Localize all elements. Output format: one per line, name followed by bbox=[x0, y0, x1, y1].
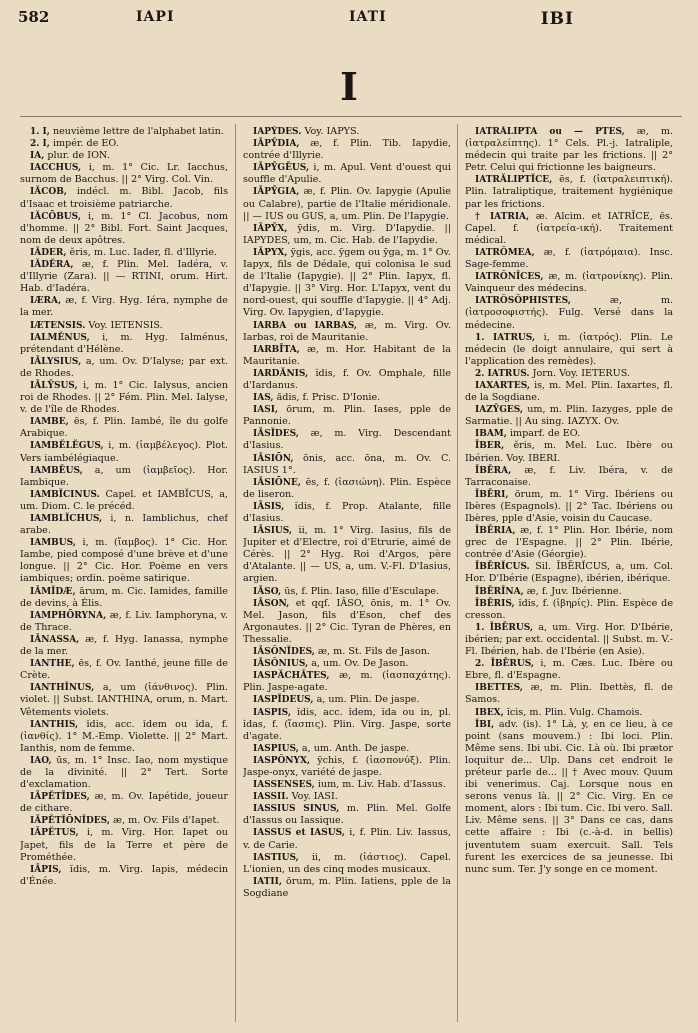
entry-headword: ĪBĒRIS, bbox=[475, 598, 515, 609]
dictionary-entry bbox=[20, 186, 228, 210]
entry-definition: i, m. (ἰαμβέλεγος). Plot. Vers iambélégiaque. bbox=[20, 440, 228, 464]
entry-definition: ōrum, m. Plin. Iatiens, pple de la Sogdiane bbox=[243, 875, 451, 899]
entry-definition: ium, m. Liv. Hab. d'Iassus. bbox=[317, 779, 446, 791]
dictionary-entry bbox=[20, 295, 228, 319]
left-guide-word: IAPI bbox=[136, 9, 175, 25]
dictionary-entry bbox=[465, 428, 673, 440]
entry-definition: Voy. IASI. bbox=[291, 791, 338, 803]
entry-headword: IANTHĬNUS, bbox=[30, 683, 95, 694]
entry-headword: IASSUS et IASUS, bbox=[253, 828, 345, 839]
entry-headword: IASPIUS, bbox=[253, 743, 299, 754]
entry-definition: æ, m. Ov. Fils d'Iapet. bbox=[113, 815, 220, 827]
entry-headword: IĀPȲGĒUS, bbox=[253, 163, 310, 174]
entry-definition: ēs, f. Plin. Iambé, île du golfe Arabique. bbox=[20, 416, 228, 440]
dictionary-entry bbox=[243, 162, 451, 186]
dictionary-entry bbox=[465, 404, 673, 428]
dictionary-entry bbox=[243, 707, 451, 743]
entry-definition: æ, f. Juv. Ibérienne. bbox=[526, 585, 622, 597]
dictionary-entry bbox=[465, 719, 673, 876]
entry-headword: IATRŎNĪCES, bbox=[475, 272, 544, 283]
dictionary-entry bbox=[465, 332, 673, 368]
entry-definition: a, um (ἰάνθινος). Plin. violet. || Subst. IANTHINA, orum, n. Mart. Vêtements violets. bbox=[20, 682, 228, 718]
dictionary-entry bbox=[243, 852, 451, 876]
dictionary-entry bbox=[243, 779, 451, 791]
entry-headword: 1. I, bbox=[30, 127, 50, 137]
dictionary-entry bbox=[20, 815, 228, 827]
entry-headword: IĂCOB, bbox=[30, 187, 67, 198]
entry-definition: æ, f. Plin. Ov. Iapygie (Apulie ou Calabre), partie de l'Italie méridionale. || — IUS ou GUS, a, um. Plin. De l'Iapygie. bbox=[243, 186, 451, 222]
entry-definition: æ. Alcim. et IATRĪCE, ēs. Capel. f. (ἰατρεία-ική). Traitement médical. bbox=[465, 210, 673, 246]
dictionary-entry bbox=[20, 755, 228, 791]
dictionary-entry bbox=[20, 138, 228, 150]
dictionary-entry bbox=[20, 586, 228, 610]
dictionary-entry bbox=[465, 380, 673, 404]
entry-definition: ĭdis, f. Prop. Atalante, fille d'Iasius. bbox=[243, 500, 451, 524]
dictionary-entry bbox=[465, 561, 673, 585]
dictionary-entry bbox=[20, 827, 228, 863]
entry-headword: ĪBER, bbox=[475, 441, 505, 452]
entry-definition: et qqf. IĀSO, ōnis, m. 1° Ov. Mel. Jason, fils d'Eson, chef des Argonautes. || 2° Cic. Tyran de Phères, en Thessalie. bbox=[243, 597, 451, 645]
dictionary-entry bbox=[20, 634, 228, 658]
entry-definition: i, m. 1° Cl. Jacobus, nom d'homme. || 2° Bibl. Fort. Saint Jacques, nom de deux apôtres. bbox=[20, 210, 228, 246]
dictionary-entry bbox=[465, 707, 673, 719]
entry-definition: æ, m. Ov. Iapétide, joueur de cithare. bbox=[20, 791, 228, 815]
entry-headword: IAMBLĬCHUS, bbox=[30, 514, 103, 524]
dictionary-entry bbox=[243, 598, 451, 646]
entry-headword: IĀSĬDES, bbox=[253, 429, 299, 440]
dictionary-entry bbox=[20, 320, 228, 332]
entry-definition: ĭdis, f. Ov. Omphale, fille d'Iardanus. bbox=[243, 367, 451, 391]
page-number: 582 bbox=[18, 8, 50, 26]
center-guide-word: IATI bbox=[349, 9, 387, 25]
entry-headword: 1. ĪBĒRUS, bbox=[475, 622, 534, 633]
entry-headword: IĀNASSA, bbox=[30, 634, 80, 645]
entry-definition: is, m. Mel. Plin. Iaxartes, fl. de la Sogdiane. bbox=[465, 379, 673, 404]
dictionary-entry bbox=[243, 658, 451, 670]
dictionary-entry bbox=[243, 477, 451, 501]
dictionary-entry bbox=[20, 259, 228, 295]
dictionary-entry bbox=[243, 126, 451, 138]
dictionary-entry bbox=[20, 465, 228, 489]
entry-definition: æ, f. 1° Plin. Hor. Ibérie, nom grec de l'Espagne. || 2° Plin. Ibérie, contrée d'Asie (Géorgie). bbox=[465, 525, 673, 561]
entry-definition: a, um. Plin. De jaspe. bbox=[316, 694, 420, 706]
dictionary-entry bbox=[20, 247, 228, 259]
entry-headword: IĀPȲX, bbox=[253, 223, 288, 234]
entry-definition: ĭdis, acc. ĭdem, ĭda ou in, pl. ĭdas, f. (ἴασπις). Plin. Virg. Jaspe, sorte d'agate. bbox=[243, 706, 451, 742]
entry-definition: æ, f. Plin. Mel. Iadéra, v. d'Illyrie (Zara). || — RTINI, orum. Hirt. Hab. d'Iadéra. bbox=[20, 259, 228, 295]
entry-definition: i, f. Plin. Liv. Iassus, v. de Carie. bbox=[243, 827, 451, 851]
entry-headword: IĀSIUS, bbox=[253, 526, 293, 537]
dictionary-entry bbox=[465, 271, 673, 295]
entry-definition: æ, f. (ἰατρόμαια). Insc. Sage-femme. bbox=[465, 246, 673, 271]
dictionary-entry bbox=[20, 489, 228, 513]
entry-definition: neuvième lettre de l'alphabet latin. bbox=[52, 126, 224, 137]
dictionary-entry bbox=[20, 658, 228, 682]
entry-definition: a, um. Ov. D'Ialyse; par ext. de Rhodes. bbox=[20, 355, 228, 379]
entry-headword: IARDĂNIS, bbox=[253, 368, 309, 379]
dictionary-entry bbox=[243, 223, 451, 247]
entry-headword: IĀPĔTĬŌNĬDES, bbox=[30, 816, 110, 827]
dictionary-entry bbox=[243, 755, 451, 779]
entry-definition: ēs, f. (ἰασιώνη). Plin. Espèce de liseron. bbox=[243, 476, 451, 500]
section-letter: I bbox=[340, 64, 358, 109]
entry-definition: ĕris, m. Luc. Iader, fl. d'Illyrie. bbox=[69, 246, 218, 258]
entry-headword: IĀSŎNĬDES, bbox=[253, 647, 315, 658]
dictionary-entry bbox=[20, 864, 228, 888]
entry-headword: 2. ĪBĒRUS, bbox=[475, 659, 535, 670]
entry-headword: IĀPĔTUS, bbox=[30, 828, 79, 839]
entry-headword: IANTHE, bbox=[30, 659, 75, 670]
dictionary-entry bbox=[243, 320, 451, 344]
entry-definition: æ, m. Virg. Descendant d'Iasius. bbox=[243, 428, 451, 452]
dictionary-entry bbox=[20, 126, 228, 138]
column-3 bbox=[465, 126, 673, 1021]
entry-headword: IĂCŌBUS, bbox=[30, 211, 81, 222]
entry-headword: IATRĀLIPTA ou — PTES, bbox=[475, 127, 625, 137]
dictionary-entry bbox=[465, 525, 673, 561]
dictionary-entry bbox=[243, 368, 451, 392]
entry-definition: ĭdis, m. Virg. Iapis, médecin d'Énée. bbox=[20, 863, 228, 887]
entry-headword: IAO, bbox=[30, 755, 52, 766]
entry-definition: ădis, f. Prisc. D'Ionie. bbox=[276, 392, 381, 404]
entry-headword: IASSII. bbox=[253, 792, 289, 803]
dictionary-entry bbox=[243, 404, 451, 428]
dictionary-entry bbox=[243, 803, 451, 827]
dictionary-entry bbox=[465, 598, 673, 622]
entry-headword: IĀLȲSUS, bbox=[30, 380, 78, 391]
entry-headword: IARBĪTA, bbox=[253, 344, 300, 355]
dictionary-entry bbox=[243, 876, 451, 900]
entry-headword: IBAM, bbox=[475, 429, 507, 440]
entry-headword: ĪBĒRIA, bbox=[475, 526, 516, 537]
entry-headword: IÆRA, bbox=[30, 296, 62, 307]
entry-definition: i, m. (ἴαμβος). 1° Cic. Hor. Iambe, pied composé d'une brève et d'une longue. || 2° Cic. Hor. Poème en vers iambiques; ordin. poème satirique. bbox=[20, 537, 228, 585]
entry-definition: æ, m. Virg. Ov. Iarbas, roi de Mauritanie. bbox=[243, 319, 451, 343]
dictionary-entry bbox=[20, 356, 228, 380]
entry-definition: ii, m. 1° Virg. Iasius, fils de Jupiter et d'Electre, roi d'Etrurie, aimé de Cérès. || 2° Hyg. Roi d'Argos, père d'Atalante. || — US, a, um. V.-Fl. D'Iasius, argien. bbox=[243, 525, 451, 585]
dictionary-entry bbox=[243, 428, 451, 452]
entry-headword: IATII, bbox=[253, 876, 282, 887]
entry-headword: IASSIUS SINUS, bbox=[253, 804, 340, 815]
entry-headword: IĀSŎNIUS, bbox=[253, 659, 309, 670]
entry-definition: a, um. Virg. Hor. D'Ibérie, ibérien; par ext. occidental. || Subst. m. V.-Fl. Ibérien, hab. de l'Ibérie (en Asie). bbox=[465, 621, 673, 658]
entry-headword: IAPȲDES. bbox=[253, 127, 302, 137]
entry-headword: IANTHIS, bbox=[30, 719, 79, 730]
dictionary-entry bbox=[465, 368, 673, 380]
entry-definition: adv. (is). 1° Là, y, en ce lieu, à ce point (sans mouvem.) : Ibi loci. Plin. Même sens. Ibi ubi. Cic. Là où. Ibi prætor loquitur de... Ulp. Dans cet endroit le préteur parle de... || † Avec mouv. Quum ibi venerimus. Caj. Lorsque nous en serons venus là. || 2° Cic. Virg. En ce moment, alors : Ibi tum. Cic. Ibi vero. Sall. Liv. Même sens. || 3° Dans ce cas, dans cette affaire : Ibi (c.-à-d. in bellis) juventutem suam exercuit. Sall. Tels furent les exercices de sa jeunesse. Ibi nunc sum. Ter. J'y songe en ce moment. bbox=[465, 718, 673, 875]
entry-definition: ūs, m. 1° Insc. Iao, nom mystique de la divinité. || 2° Tert. Sorte d'exclamation. bbox=[20, 754, 228, 791]
dictionary-entry bbox=[243, 586, 451, 598]
dictionary-entry bbox=[465, 174, 673, 210]
dictionary-entry bbox=[465, 465, 673, 489]
entry-headword: IALMĔNUS, bbox=[30, 332, 90, 343]
entry-headword: IĀSIS, bbox=[253, 501, 285, 512]
entry-definition: i, m. 1° Cic. Ialysus, ancien roi de Rhodes. || 2° Fém. Plin. Mel. Ialyse, v. de l'île de Rhodes. bbox=[20, 379, 228, 416]
entry-definition: ĕris, m. Mel. Luc. Ibère ou Ibérien. Voy. IBERI. bbox=[465, 440, 673, 464]
entry-definition: indécl. m. Bibl. Jacob, fils d'Isaac et troisième patriarche. bbox=[20, 186, 228, 210]
dictionary-entry bbox=[465, 295, 673, 331]
entry-definition: æ, m. (ἰατρονίκης). Plin. Vainqueur des médecins. bbox=[465, 271, 673, 295]
entry-headword: IBEX, bbox=[475, 707, 504, 718]
dictionary-entry bbox=[243, 247, 451, 320]
dictionary-entry bbox=[20, 513, 228, 537]
entry-headword: IĀSIŌNE, bbox=[253, 477, 301, 488]
dictionary-entry bbox=[20, 150, 228, 162]
entry-definition: ōrum, m. 1° Virg. Ibériens ou Ibères (Espagnols). || 2° Tac. Ibériens ou Ibères, pple d'Asie, voisin du Caucase. bbox=[465, 488, 673, 524]
dictionary-entry bbox=[465, 622, 673, 658]
entry-definition: um, m. Plin. Iazyges, pple de Sarmatie. || Au sing. IAZYX. Ov. bbox=[465, 404, 673, 428]
entry-headword: IĂDER, bbox=[30, 247, 67, 258]
entry-headword: IAMBĒUS, bbox=[30, 465, 83, 476]
dictionary-entry bbox=[20, 537, 228, 585]
entry-headword: IASPŎNYX, bbox=[253, 755, 311, 766]
dictionary-entry bbox=[465, 658, 673, 682]
dictionary-entry bbox=[20, 719, 228, 755]
entry-headword: IĀPIS, bbox=[30, 864, 62, 875]
dictionary-entry bbox=[243, 138, 451, 162]
entry-definition: ȳgis, acc. ȳgem ou ȳga, m. 1° Ov. Iapyx, fils de Dédale, qui colonisa le sud de l'Italie (Iapygie). || 2° Plin. Iapyx, fl. d'Iapygie. || 3° Virg. Hor. L'Iapyx, vent du nord-ouest, qui souffle d'Iapygie. || 4° Adj. Virg. Ov. Iapygien, d'Iapygie. bbox=[243, 246, 451, 319]
entry-definition: ĭdis, f. (ἰβηρίς). Plin. Espèce de cresson. bbox=[465, 597, 673, 621]
entry-headword: IACCHUS, bbox=[30, 163, 82, 174]
entry-headword: IASSENSES, bbox=[253, 780, 315, 791]
entry-headword: IÆTENSIS. bbox=[30, 320, 86, 331]
entry-headword: IAXARTES, bbox=[475, 380, 531, 391]
dictionary-entry bbox=[243, 501, 451, 525]
dictionary-entry bbox=[243, 743, 451, 755]
entry-definition: a, um (ἰαμβεῖος). Hor. Iambique. bbox=[20, 464, 228, 488]
entry-definition: i, m. Apul. Vent d'ouest qui souffle d'Apulie. bbox=[243, 162, 451, 186]
entry-headword: IĀPĔTĪDES, bbox=[30, 792, 90, 803]
entry-headword: IAMPHŌRYNA, bbox=[30, 610, 107, 621]
entry-definition: i, m. 1° Cic. Lr. Iacchus, surnom de Bacchus. || 2° Virg. Col. Vin. bbox=[20, 162, 228, 186]
entry-headword: IAMBE, bbox=[30, 417, 69, 428]
dictionary-entry bbox=[243, 646, 451, 658]
dictionary-entry bbox=[20, 380, 228, 416]
entry-definition: ii, m. (ἰάστιος). Capel. L'ionien, un des cinq modes musicaux. bbox=[243, 851, 451, 875]
entry-headword: ĪBĒRA, bbox=[475, 465, 512, 476]
entry-headword: IASTIUS, bbox=[253, 852, 299, 863]
entry-headword: IAS, bbox=[253, 393, 274, 404]
dictionary-entry bbox=[465, 440, 673, 464]
entry-headword: ĪBĒRI, bbox=[475, 489, 509, 500]
entry-definition: æ, f. Liv. Iamphoryna, v. de Thrace. bbox=[20, 609, 228, 633]
running-header bbox=[18, 8, 684, 30]
column-divider bbox=[457, 124, 458, 1022]
entry-headword: IASPIS, bbox=[253, 707, 291, 718]
entry-definition: ĭcis, m. Plin. Vulg. Chamois. bbox=[506, 706, 643, 718]
entry-definition: Voy. IETENSIS. bbox=[88, 319, 163, 331]
entry-definition: ōnis, acc. ōna, m. Ov. C. IASIUS 1°. bbox=[243, 452, 451, 476]
dictionary-entry bbox=[243, 186, 451, 222]
dictionary-entry bbox=[243, 453, 451, 477]
entry-headword: IĀLYSIUS, bbox=[30, 356, 82, 367]
entry-headword: IĂDĔRA, bbox=[30, 260, 74, 271]
entry-definition: æ, f. Liv. Ibéra, v. de Tarraconaise. bbox=[465, 464, 673, 488]
entry-definition: ĭdis, acc. ĭdem ou ĭda, f. (ἰανθίς). 1° M.-Emp. Violette. || 2° Mart. Ianthis, nom de femme. bbox=[20, 718, 228, 754]
dictionary-entry bbox=[243, 670, 451, 694]
entry-headword: 1. IATRUS, bbox=[475, 332, 536, 343]
dictionary-entry bbox=[20, 610, 228, 634]
entry-definition: æ, f. Plin. Tib. Iapydie, contrée d'Illyrie. bbox=[243, 138, 451, 162]
entry-headword: IATRĂLIPTĬCE, bbox=[475, 175, 553, 186]
dictionary-entry bbox=[465, 247, 673, 271]
entry-headword: IATRŎSŎPHISTES, bbox=[475, 296, 571, 307]
dictionary-entry bbox=[243, 392, 451, 404]
dictionary-entry bbox=[243, 791, 451, 803]
entry-definition: æ, m. St. Fils de Jason. bbox=[318, 646, 430, 658]
dictionary-entry bbox=[243, 344, 451, 368]
dictionary-entry bbox=[465, 489, 673, 525]
entry-headword: IAMBĬCINUS. bbox=[30, 489, 100, 500]
dictionary-entry bbox=[20, 332, 228, 356]
dictionary-entry bbox=[20, 440, 228, 464]
entry-headword: ĬBI, bbox=[475, 719, 495, 730]
entry-definition: Capel. et IAMBĬCUS, a, um. Diom. C. le précéd. bbox=[20, 488, 228, 512]
dictionary-entry bbox=[20, 791, 228, 815]
entry-headword: IĀPȲGIA, bbox=[253, 187, 300, 198]
entry-headword: ĪBĒRĪNA, bbox=[475, 586, 524, 597]
entry-definition: a, um. Ov. De Jason. bbox=[311, 658, 409, 670]
entry-definition: m. Plin. Mel. Golfe d'Iassus ou Iassique. bbox=[243, 803, 451, 827]
entry-definition: æ, m. (ἰατραλείπτης). 1° Cels. Pl.-j. Iatraliple, médecin qui traite par les frictions. || 2° Petr. Celui qui frictionne les baigneurs. bbox=[465, 126, 673, 174]
column-1 bbox=[20, 126, 228, 1021]
entry-definition: ȳdis, m. Virg. D'Iapydie. || IAPYDES, um, m. Cic. Hab. de l'Iapydie. bbox=[243, 222, 451, 246]
entry-headword: IĀPȲDIA, bbox=[253, 139, 300, 150]
entry-headword: IA, bbox=[30, 151, 45, 162]
entry-definition: ōrum, m. Plin. Iases, pple de Pannonie. bbox=[243, 404, 451, 428]
entry-headword: 2. I, bbox=[30, 139, 50, 150]
entry-definition: i, m. Virg. Hor. Iapet ou Japet, fils de la Terre et père de Prométhée. bbox=[20, 827, 228, 863]
dictionary-entry bbox=[465, 586, 673, 598]
dictionary-entry bbox=[20, 162, 228, 186]
entry-definition: ārum, m. Cic. Iamides, famille de devins, à Élis. bbox=[20, 585, 228, 609]
dictionary-entry bbox=[465, 126, 673, 174]
entry-headword: IATRŎMEA, bbox=[475, 247, 535, 258]
column-divider bbox=[235, 124, 236, 1022]
entry-headword: IAZȲGES, bbox=[475, 405, 524, 416]
entry-headword: IĀPYX, bbox=[253, 247, 288, 258]
dictionary-entry bbox=[243, 694, 451, 706]
entry-definition: plur. de ION. bbox=[47, 150, 110, 162]
entry-definition: impér. de EO. bbox=[52, 138, 119, 150]
entry-headword: 2. IATRUS. bbox=[475, 368, 530, 379]
entry-definition: æ, m. Hor. Habitant de la Mauritanie. bbox=[243, 343, 451, 367]
entry-headword: ĪBĒRĬCUS. bbox=[475, 562, 530, 573]
entry-headword: IAMBUS, bbox=[30, 538, 76, 549]
entry-headword: IĀSON, bbox=[253, 598, 290, 609]
dictionary-entry bbox=[465, 682, 673, 706]
entry-definition: ȳchis, f. (ἰασπονύξ). Plin. Jaspe-onyx, variété de jaspe. bbox=[243, 754, 451, 778]
entry-definition: a, um. Anth. De jaspe. bbox=[301, 742, 410, 754]
entry-definition: i, m. Hyg. Ialménus, prétendant d'Hélène. bbox=[20, 331, 228, 355]
entry-definition: Sil. ĪBĒRĬCUS, a, um. Col. Hor. D'Ibérie (Espagne), ibérien, ibérique. bbox=[465, 561, 673, 585]
column-2 bbox=[243, 126, 451, 1021]
entry-headword: IASPĂCHĀTES, bbox=[253, 671, 330, 682]
dictionary-entry bbox=[243, 525, 451, 585]
dictionary-entry bbox=[243, 827, 451, 851]
entry-definition: i, m. (ἰατρός). Plin. Le médecin (le doigt annulaire, qui sert à l'application des remèdes). bbox=[465, 331, 673, 367]
entry-headword: IASI, bbox=[253, 405, 279, 416]
dictionary-entry bbox=[20, 211, 228, 247]
dictionary-entry bbox=[465, 211, 673, 247]
entry-definition: æ, m. (ἰασπαχάτης). Plin. Jaspe-agate. bbox=[243, 670, 451, 694]
dictionary-entry bbox=[20, 416, 228, 440]
entry-definition: imparf. de EO. bbox=[509, 428, 581, 440]
entry-definition: æ, m. Plin. Ibettès, fl. de Samos. bbox=[465, 682, 673, 706]
entry-definition: i, n. Iamblichus, chef arabe. bbox=[20, 513, 228, 537]
entry-headword: † IATRIA, bbox=[475, 211, 530, 222]
entry-definition: ēs, f. (ἰατραλειπτική). Plin. Iatraliptique, traitement hygiénique par les frictions. bbox=[465, 174, 673, 210]
entry-definition: ūs, f. Plin. Iaso, fille d'Esculape. bbox=[284, 585, 440, 597]
entry-headword: IBETTES, bbox=[475, 683, 523, 694]
entry-definition: Jorn. Voy. IETERUS. bbox=[532, 367, 630, 379]
entry-definition: æ, f. Hyg. Ianassa, nymphe de la mer. bbox=[20, 633, 228, 658]
right-guide-word: IBI bbox=[540, 9, 574, 29]
entry-definition: æ, m. (ἰατροσοφιστής). Fulg. Versé dans la médecine. bbox=[465, 295, 673, 331]
entry-headword: IĀSO, bbox=[253, 586, 282, 597]
entry-headword: IARBA ou IARBAS, bbox=[253, 320, 358, 331]
section-rule bbox=[20, 116, 682, 117]
entry-headword: IĀSIŌN, bbox=[253, 453, 294, 464]
entry-definition: ēs, f. Ov. Ianthé, jeune fille de Crète. bbox=[20, 658, 228, 682]
entry-headword: IASPĬDEUS, bbox=[253, 695, 314, 706]
entry-headword: IAMBĔLĔGUS, bbox=[30, 441, 104, 452]
entry-definition: i, m. Cæs. Luc. Ibère ou Ebre, fl. d'Espagne. bbox=[465, 658, 673, 682]
entry-definition: Voy. IAPYS. bbox=[304, 126, 360, 137]
entry-definition: æ, f. Virg. Hyg. Iéra, nymphe de la mer. bbox=[20, 295, 228, 319]
entry-headword: IĀMĬDÆ, bbox=[30, 586, 76, 597]
dictionary-entry bbox=[20, 682, 228, 718]
